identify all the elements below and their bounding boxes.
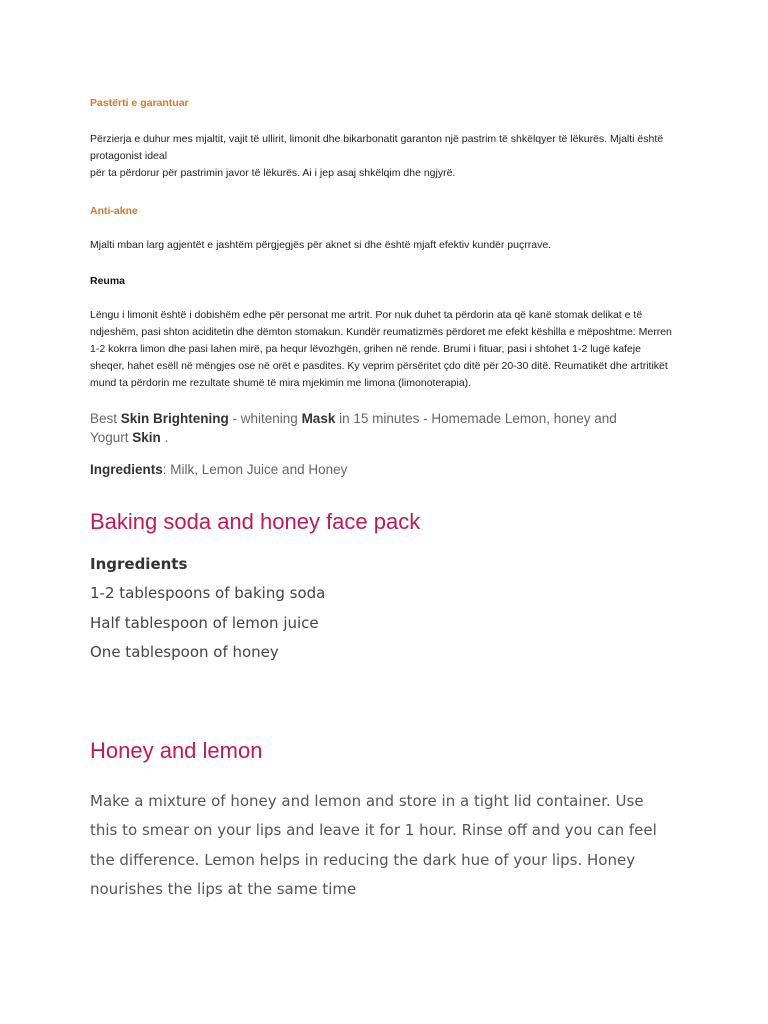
mask-bold-3: Skin bbox=[132, 430, 161, 445]
list-item: 1-2 tablespoons of baking soda bbox=[90, 584, 326, 602]
paragraph-reuma: Lëngu i limonit është i dobishëm edhe për personat me artrit. Por nuk duhet ta përdorin ata që kanë stomak delikat e të ndjeshëm, pasi shton aciditetin dhe dëmton stomakun. Kundër reumatizmës përdoret me efekt këshilla e mëposhtme: Merren 1-2 kokrra limon dhe pasi lahen mirë, pa hequr lëvozhgën, grihen në rende. Brumi i fituar, pasi i shtohet 1-2 lugë kafeje sheqer, hahet esëll në mëngjes ose në orët e pasdites. Ky veprim përsëritet çdo ditë për 20-30 ditë. Reumatikët dhe artritikët mund ta përdorin me rezultate shumë të mira mjekimin me limona (limonoterapia). bbox=[90, 309, 672, 389]
baking-ingredients-heading: Ingredients bbox=[90, 555, 188, 573]
paragraph-pastertia bbox=[90, 131, 700, 182]
honey-lemon-paragraph: Make a mixture of honey and lemon and store in a tight lid container. Use this to smear on your lips and leave it for 1 hour. Rinse off and you can feel the difference. Lemon helps in reducing the dark hue of your lips. Honey nourishes the lips at the same time bbox=[90, 792, 657, 898]
mask-text-1: Best bbox=[90, 411, 121, 426]
heading-reuma: Reuma bbox=[90, 275, 126, 287]
baking-ingredients-list bbox=[90, 579, 700, 668]
mask-text-3: in 15 minutes - Homemade Lemon, honey and Yogurt bbox=[90, 411, 617, 445]
honey-lemon-title: Honey and lemon bbox=[90, 738, 263, 763]
paragraph-antiakne: Mjalti mban larg agjentët e jashtëm përgjegjës për aknet si dhe është mjaft efektiv kundër puçrrave. bbox=[90, 239, 552, 251]
mask-ingredients bbox=[90, 460, 700, 479]
mask-ingredients-label: Ingredients bbox=[90, 462, 163, 477]
paragraph-pastertia-line2: për ta përdorur për pastrimin javor të lëkurës. Ai i jep asaj shkëlqim dhe ngjyrë. bbox=[90, 167, 456, 179]
mask-ingredients-text: : Milk, Lemon Juice and Honey bbox=[162, 462, 348, 477]
heading-antiakne: Anti-akne bbox=[90, 205, 138, 217]
heading-pastertia: Pastërti e garantuar bbox=[90, 97, 189, 109]
mask-description bbox=[90, 409, 650, 447]
paragraph-pastertia-line1: Përzierja e duhur mes mjaltit, vajit të ullirit, limonit dhe bikarbonatit garanton një pastrim të shkëlqyer të lëkurës. Mjalti është protagonist ideal bbox=[90, 133, 664, 162]
mask-bold-1: Skin Brightening bbox=[120, 411, 229, 426]
mask-bold-2: Mask bbox=[301, 411, 336, 426]
mask-text-2: - whitening bbox=[228, 411, 302, 426]
list-item: One tablespoon of honey bbox=[90, 643, 279, 661]
mask-text-4: . bbox=[160, 430, 169, 445]
baking-soda-title: Baking soda and honey face pack bbox=[90, 509, 421, 534]
list-item: Half tablespoon of lemon juice bbox=[90, 613, 319, 632]
